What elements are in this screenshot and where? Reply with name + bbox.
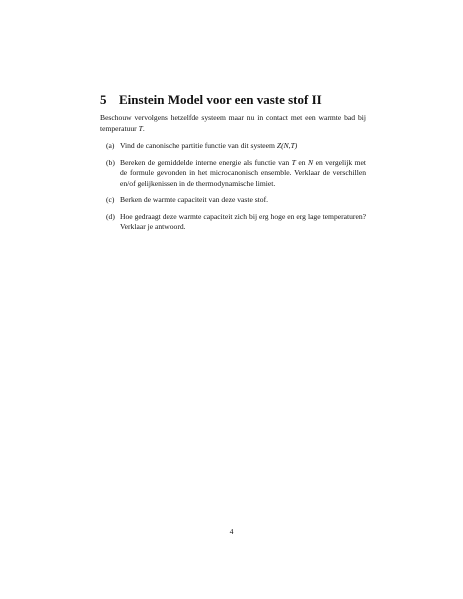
question-label: (c) — [106, 195, 115, 204]
question-item-d — [100, 212, 366, 233]
question-label: (b) — [106, 157, 115, 167]
section-number: 5 — [100, 92, 107, 107]
question-item-b — [100, 158, 366, 190]
page-number: 4 — [229, 527, 234, 536]
section-heading — [100, 92, 380, 108]
question-label: (a) — [106, 141, 115, 150]
question-text: en vergelijk met de formule gevonden in het microcanonisch ensemble. Verklaar de verschillen en/of gelijkenissen in de thermodynamische limiet. — [120, 157, 366, 188]
math-partition-function: Z(N,T) — [276, 141, 298, 150]
question-item-a — [100, 141, 366, 152]
question-text: Berken de warmte capaciteit van deze vaste stof. — [120, 195, 269, 204]
question-text: Vind de canonische partitie functie van dit systeem — [120, 141, 277, 150]
intro-end: . — [142, 123, 145, 133]
question-text: en — [295, 157, 309, 167]
question-list — [100, 141, 366, 239]
question-item-c — [100, 195, 366, 206]
question-text: Bereken de gemiddelde interne energie als functie van — [120, 157, 292, 167]
math-temperature: T — [138, 123, 143, 133]
question-label: (d) — [106, 211, 115, 221]
section-title: Einstein Model voor een vaste stof II — [119, 92, 322, 107]
intro-paragraph — [100, 113, 366, 134]
intro-text: Beschouw vervolgens hetzelfde systeem maar nu in contact met een warmte bad bij temperatuur — [100, 113, 366, 133]
math-temperature: T — [291, 157, 296, 167]
question-text: Hoe gedraagt deze warmte capaciteit zich bij erg hoge en erg lage temperaturen? Verklaar je antwoord. — [120, 211, 366, 231]
math-particle-number: N — [308, 157, 314, 167]
